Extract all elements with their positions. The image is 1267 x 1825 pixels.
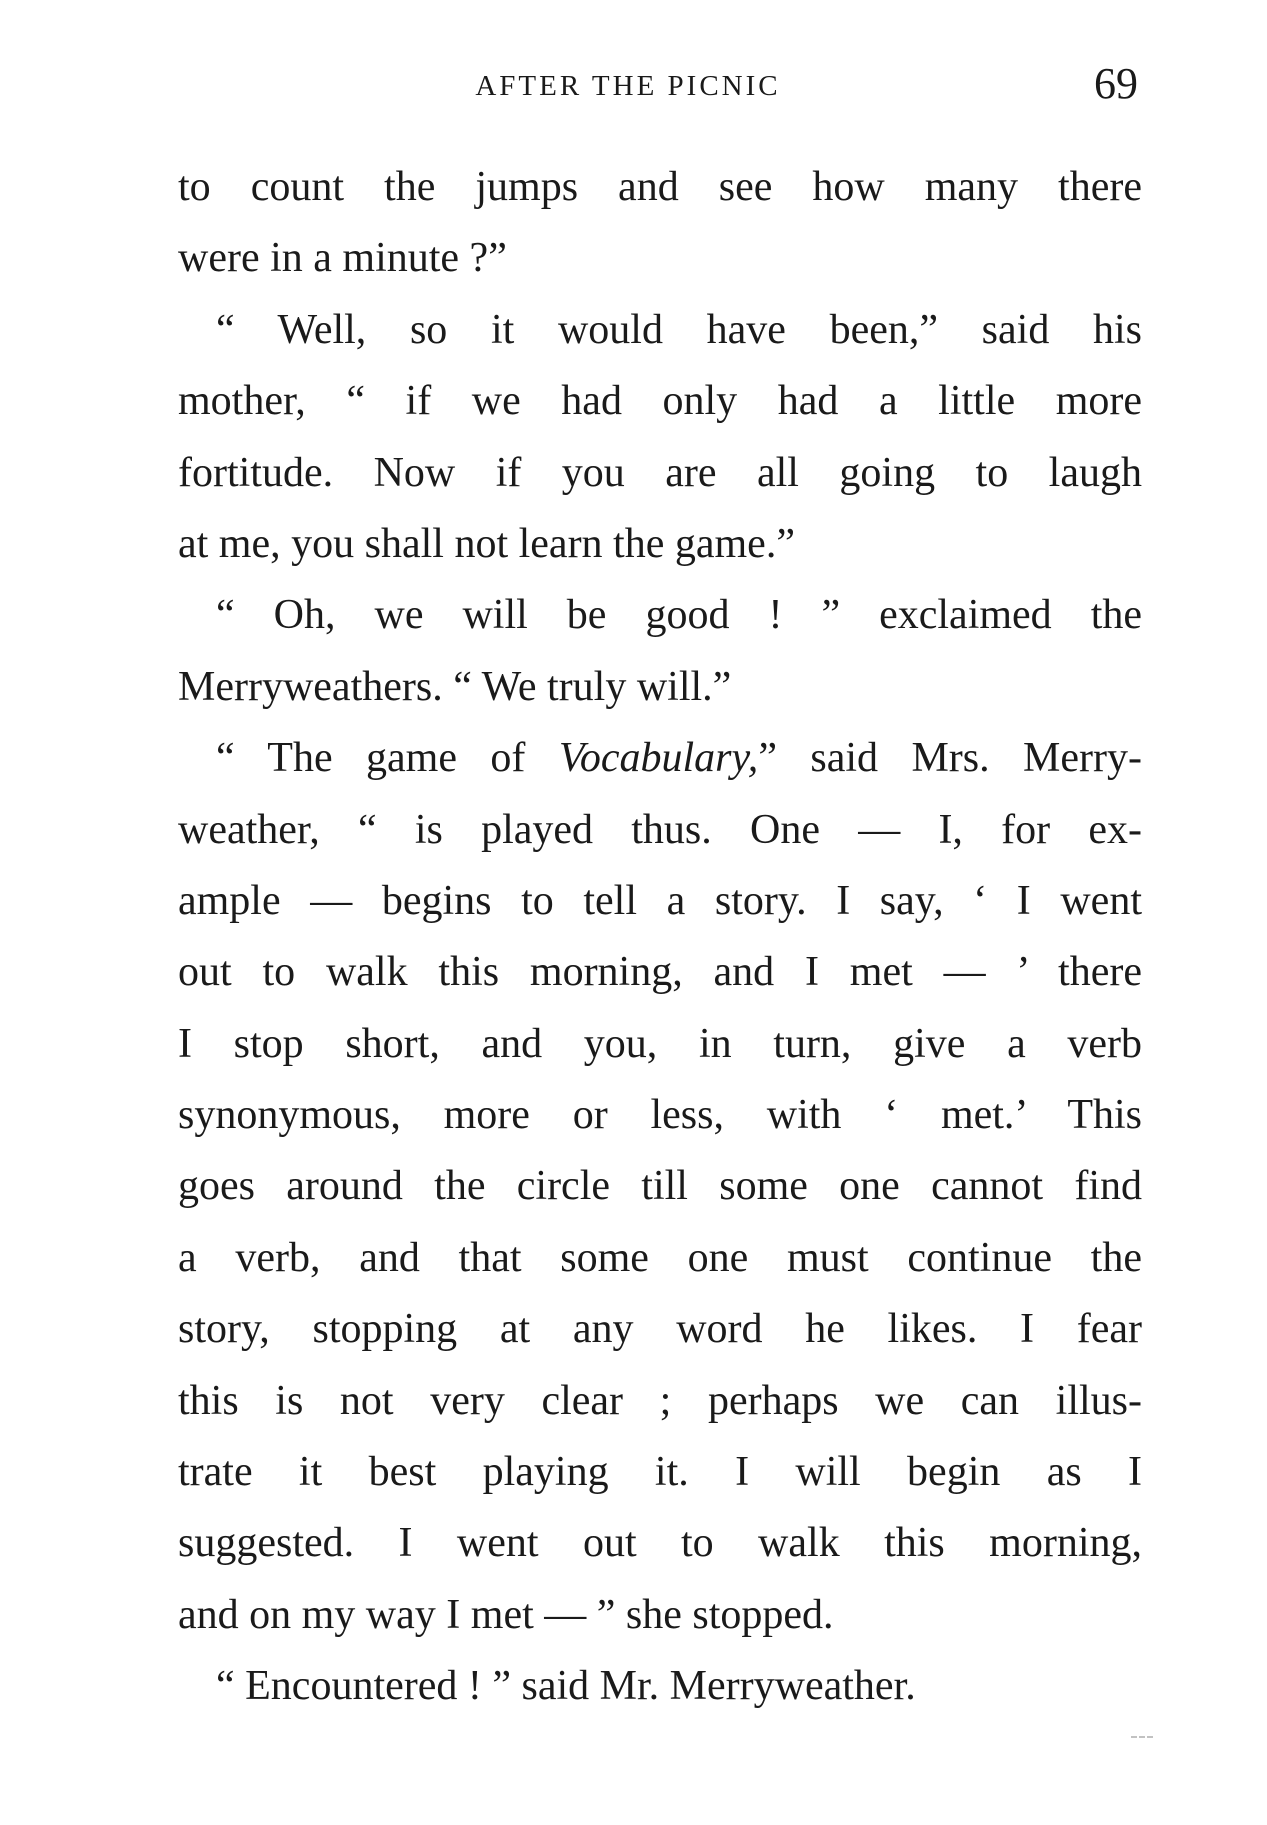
text-line: fortitude. Now if you are all going to laugh bbox=[178, 449, 1142, 496]
paragraph-start-line bbox=[178, 723, 1142, 794]
text-line: to count the jumps and see how many there bbox=[178, 164, 1142, 210]
running-title: AFTER THE PICNIC bbox=[475, 70, 781, 102]
text-line: and on my way I met — ” she stopped. bbox=[178, 1591, 834, 1638]
text-line: at me, you shall not learn the game.” bbox=[178, 520, 795, 567]
text-line: mother, “ if we had only had a little more bbox=[178, 378, 1142, 425]
text-line: I stop short, and you, in turn, give a verb bbox=[178, 1020, 1142, 1067]
text-run: ” said Mrs. Merry- bbox=[758, 735, 1143, 782]
text-line: out to walk this morning, and I met — ’ there bbox=[178, 949, 1142, 996]
text-line: story, stopping at any word he likes. I fear bbox=[178, 1306, 1142, 1353]
text-line: a verb, and that some one must continue the bbox=[178, 1234, 1142, 1281]
paragraph-start-line: “ Oh, we will be good ! ” exclaimed the bbox=[216, 592, 1142, 639]
body-text bbox=[178, 152, 1142, 1723]
running-header bbox=[178, 59, 1138, 122]
text-line: this is not very clear ; perhaps we can illus- bbox=[178, 1377, 1142, 1424]
paragraph-start-line: “ Encountered ! ” said Mr. Merryweather. bbox=[216, 1663, 916, 1710]
text-line: weather, “ is played thus. One — I, for ex- bbox=[178, 806, 1142, 853]
paragraph-start-line: “ Well, so it would have been,” said his bbox=[216, 306, 1142, 353]
text-line: ample — begins to tell a story. I say, ‘ I went bbox=[178, 877, 1142, 924]
text-line: Merryweathers. “ We truly will.” bbox=[178, 663, 732, 710]
printer-mark bbox=[1131, 1736, 1153, 1741]
text-line: synonymous, more or less, with ‘ met.’ This bbox=[178, 1092, 1142, 1139]
text-line: trate it best playing it. I will begin as I bbox=[178, 1449, 1142, 1496]
text-line: suggested. I went out to walk this morning, bbox=[178, 1520, 1142, 1567]
page-number: 69 bbox=[1094, 59, 1138, 108]
text-line: goes around the circle till some one cannot find bbox=[178, 1163, 1142, 1210]
text-run: “ The game of bbox=[216, 735, 559, 782]
text-line: were in a minute ?” bbox=[178, 235, 507, 282]
italic-term: Vocabulary, bbox=[558, 735, 759, 782]
